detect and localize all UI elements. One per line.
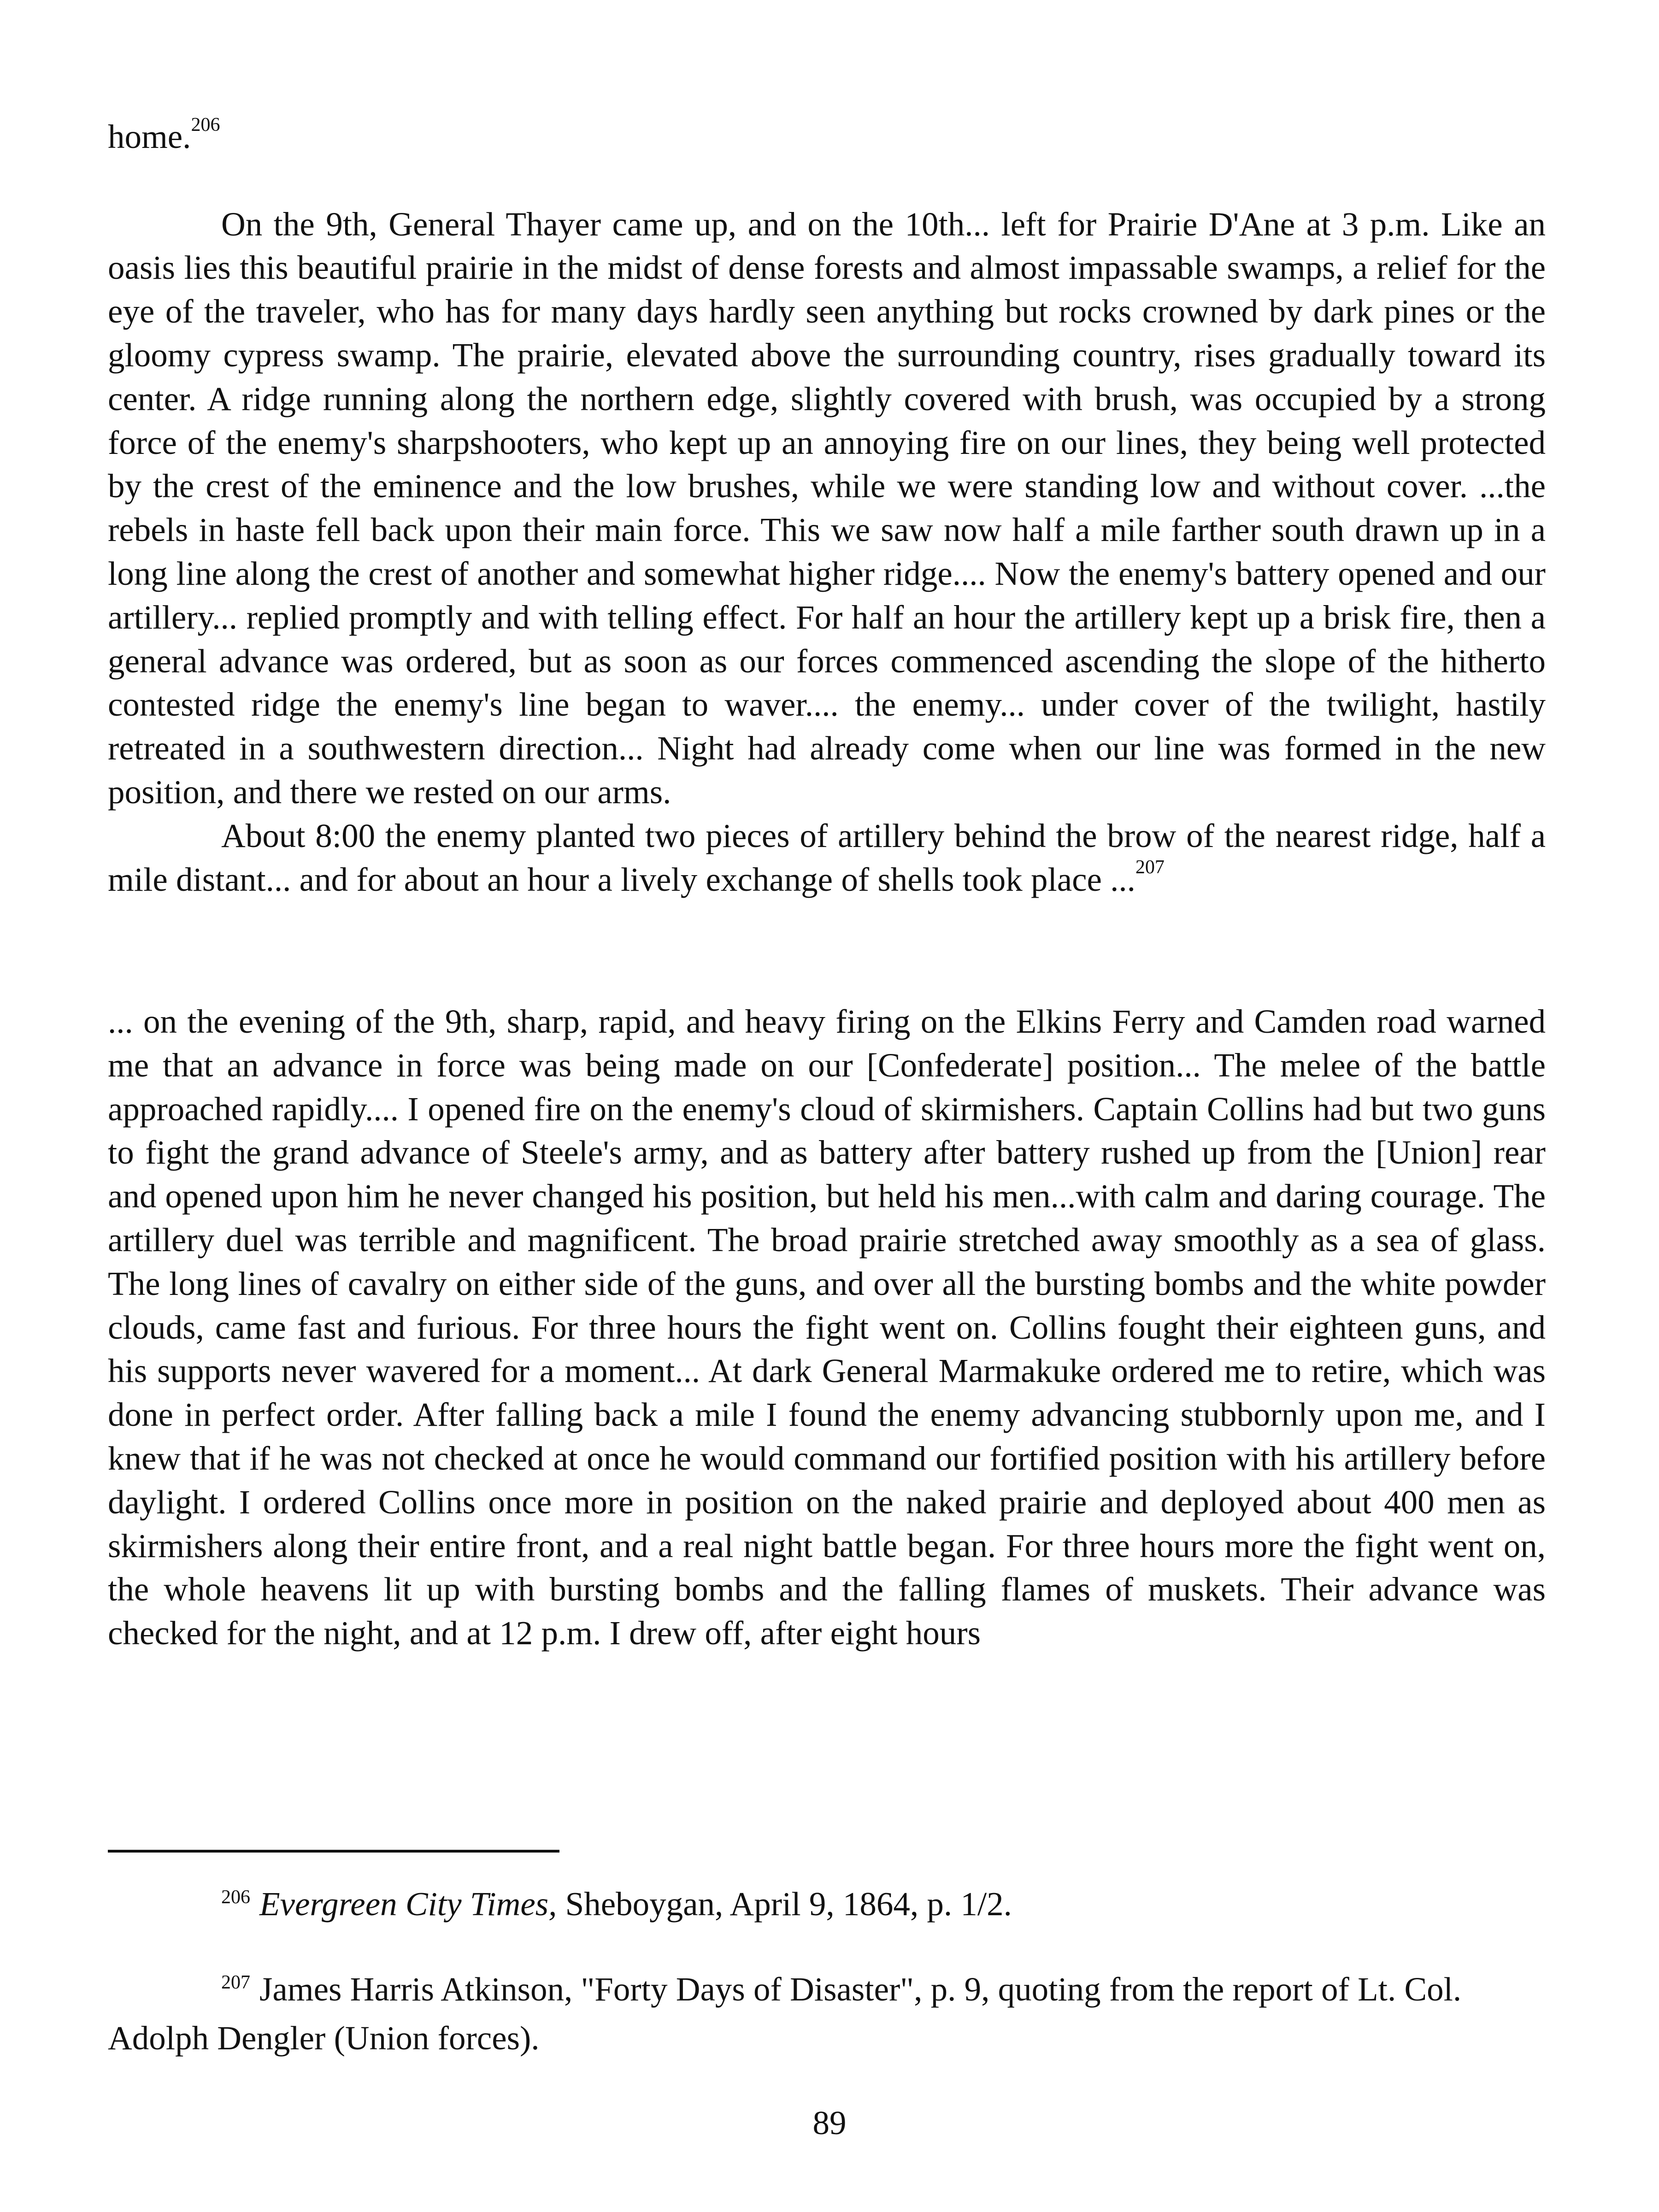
footnote-text-206: Sheboygan, April 9, 1864, p. 1/2. — [557, 1885, 1012, 1923]
footnote-206 — [108, 1883, 1546, 1931]
footnote-number-207: 207 — [221, 1972, 250, 1993]
footnote-text-207: James Harris Atkinson, "Forty Days of Disaster", p. 9, quoting from the report of Lt. Col. Adolph Dengler (Union forces). — [108, 1971, 1462, 2057]
body-paragraph-2-text: About 8:00 the enemy planted two pieces of artillery behind the brow of the nearest ridge, half a mile distant... and for about an hour a lively exchange of shells took place ... — [108, 817, 1546, 898]
block-quote — [108, 1000, 1546, 1655]
body-paragraph-2 — [108, 814, 1546, 902]
main-text — [108, 115, 1546, 901]
footnote-number-206: 206 — [221, 1887, 250, 1908]
body-paragraph-1: On the 9th, General Thayer came up, and on the 10th... left for Prairie D'Ane at 3 p.m. Like an oasis lies this beautiful prairie in the midst of dense forests and almost impassable swamps, a relief for the eye of the traveler, who has for many days hardly seen anything but rocks crowned by dark pines or the gloomy cypress swamp. The prairie, elevated above the surrounding country, rises gradually toward its center. A ridge running along the northern edge, slightly covered with brush, was occupied by a strong force of the enemy's sharpshooters, who kept up an annoying fire on our lines, they being well protected by the crest of the eminence and the low brushes, while we were standing low and without cover. ...the rebels in haste fell back upon their main force. This we saw now half a mile farther south drawn up in a long line along the crest of another and somewhat higher ridge.... Now the enemy's battery opened and our artillery... replied promptly and with telling effect. For half an hour the artillery kept up a brisk fire, then a general advance was ordered, but as soon as our forces commenced ascending the slope of the hitherto contested ridge the enemy's line began to waver.... the enemy... under cover of the twilight, hastily retreated in a southwestern direction... Night had already come when our line was formed in the new position, and there we rested on our arms. — [108, 205, 1546, 811]
opening-line — [108, 115, 1546, 159]
footnote-reference-207: 207 — [1135, 857, 1165, 878]
footnote-reference-206: 206 — [191, 114, 220, 135]
footnote-divider — [108, 1850, 559, 1853]
page-number: 89 — [812, 2104, 847, 2141]
footnote-title-206: Evergreen City Times, — [259, 1885, 557, 1923]
quote-paragraph: ... on the evening of the 9th, sharp, rapid, and heavy firing on the Elkins Ferry and Camden road warned me that an advance in force was being made on our [Confederate] position... The melee of the battle approached rapidly.... I opened fire on the enemy's cloud of skirmishers. Captain Collins had but two guns to fight the grand advance of Steele's army, and as battery after battery rushed up from the [Union] rear and opened upon him he never changed his position, but held his men...with calm and daring courage. The artillery duel was terrible and magnificent. The broad prairie stretched away smoothly as a sea of glass. The long lines of cavalry on either side of the guns, and over all the bursting bombs and the white powder clouds, came fast and furious. For three hours the fight went on. Collins fought their eighteen guns, and his supports never wavered for a moment... At dark General Marmakuke ordered me to retire, which was done in perfect order. After falling back a mile I found the enemy advancing stubbornly upon me, and I knew that if he was not checked at once he would command our fortified position with his artillery before daylight. I ordered Collins once more in position on the naked prairie and deployed about 400 men as skirmishers along their entire front, and a real night battle began. For three hours more the fight went on, the whole heavens lit up with bursting bombs and the falling flames of muskets. Their advance was checked for the night, and at 12 p.m. I drew off, after eight hours — [108, 1003, 1546, 1652]
opening-word: home. — [108, 118, 191, 155]
footnote-207 — [108, 1968, 1546, 2060]
